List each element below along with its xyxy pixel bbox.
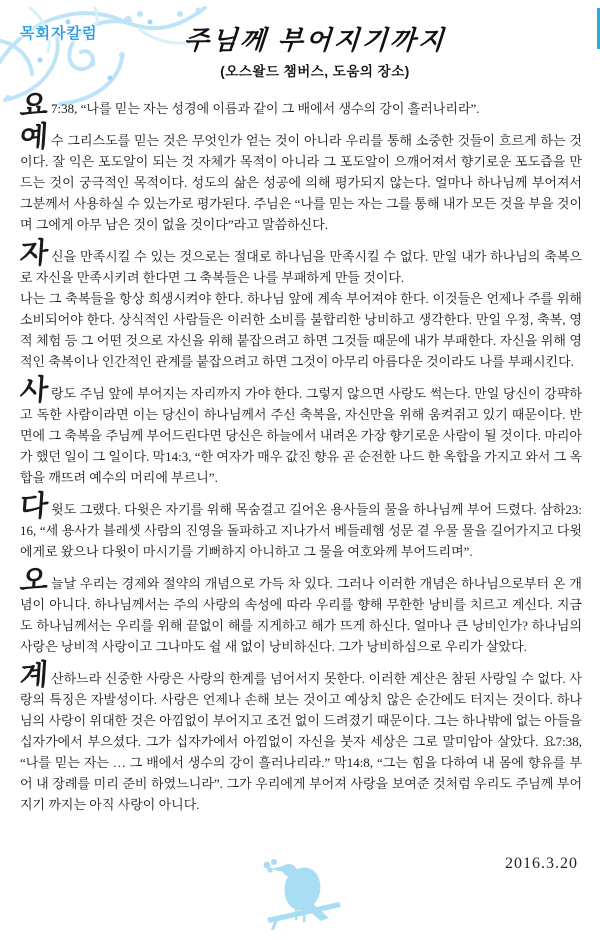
paragraph — [18, 490, 582, 562]
paragraph — [18, 564, 582, 657]
drop-cap: 사 — [18, 374, 50, 408]
issue-date: 2016.3.20 — [505, 855, 578, 872]
paragraph-text: 7:38, “나를 믿는 자는 성경에 이름과 같이 그 배에서 생수의 강이 흘러나리라”. — [51, 101, 480, 116]
bird-on-branch-icon — [255, 858, 350, 940]
paragraph — [18, 237, 582, 372]
page-title: 주님께 부어지기까지 — [182, 26, 448, 55]
drop-cap: 자 — [18, 237, 50, 271]
drop-cap: 예 — [18, 121, 50, 155]
paragraph — [18, 374, 582, 488]
drop-cap: 요 — [18, 89, 50, 123]
paragraph-text: 신을 만족시킬 수 있는 것으로는 절대로 하나님을 만족시킬 수 없다. 만일 내가 하나님의 축복으로 자신을 만족시키려 한다면 그 축복들은 나를 부패하게 만들 것이다. — [20, 249, 582, 285]
paragraph-text: 늘날 우리는 경제와 절약의 개념으로 가득 차 있다. 그러나 이러한 개념은 하나님으로부터 온 개념이 아니다. 하나님께서는 주의 사랑의 속성에 따라 우리를 향해 무한한 낭비를 치르고 계신다. 지금도 하나님께서는 우리를 위해 끝없이 해를 지게하고 해가 뜨게 하신다. 얼마나 큰 낭비인가? 하나님의 사랑은 낭비적 사랑이고 그나마도 쉴 새 없이 낭비하신다. 그가 낭비하심으로 우리가 살았다. — [20, 576, 582, 654]
paragraph — [18, 659, 582, 815]
paragraph-text: 수 그리스도를 믿는 것은 무엇인가 얻는 것이 아니라 우리를 통해 소중한 것들이 흐르게 하는 것이다. 잘 익은 포도알이 되는 것 자체가 목적이 아니라 그 포도알이 으깨어져서 향기로운 포도즙을 만드는 것이 궁극적인 목적이다. 성도의 삶은 성공에 의해 평가되지 않는다. 얼마나 하나님께 부어져서 그분께서 사용하실 수 있는가로 평가된다. 주님은 “나를 믿는 자는 그를 통해 내가 모든 것을 부을 것이며 그에게 아무 남은 것이 없을 것이다”라고 말씀하신다. — [20, 133, 582, 232]
column-label: 목회자칼럼 — [20, 25, 98, 42]
drop-cap: 다 — [18, 490, 50, 524]
page-subtitle: (오스왈드 챔버스, 도움의 장소) — [220, 64, 410, 79]
title-block — [150, 26, 480, 80]
paragraph-text: 산하느라 신중한 사랑은 사랑의 한계를 넘어서지 못한다. 이러한 계산은 참된 사랑일 수 없다. 사랑의 특징은 자발성이다. 사랑은 언제나 손해 보는 것이고 예상치 않은 순간에도 터지는 것이다. 하나님의 사랑이 위대한 것은 아낌없이 부어지고 조건 없이 드려졌기 때문이다. 그는 하나밖에 없는 아들을 십자가에서 부으셨다. 그가 십자가에서 아낌없이 자신을 붓자 세상은 그로 말미암아 살았다. 요7:38, “나를 믿는 자는 … 그 배에서 생수의 강이 흘러나리라.” 막14:8, “그는 힘을 다하여 내 몸에 향유를 부어 내 장례를 미리 준비 하였느니라”. 그가 우리에게 부어져 사랑을 보여준 것처럼 우리도 주님께 부어지기 까지는 아직 사랑이 아니다. — [20, 671, 582, 812]
paragraph-text: 나는 그 축복들을 항상 희생시켜야 한다. 하나님 앞에 계속 부어져야 한다. 이것들은 언제나 주를 위해 소비되어야 한다. 상식적인 사람들은 이러한 소비를 불합리한 낭비하고 생각한다. 만일 우정, 축복, 영적 체험 등 그 어떤 것으로 자신을 위해 붙잡으려고 하면 그것들 때문에 내가 부패한다. 자신을 위해 영적인 축복이나 인간적인 관계를 붙잡으려고 하면 그것이 아무리 아름다운 것이라도 나를 부패시킨다. — [20, 291, 582, 369]
paragraph-text: 윗도 그랬다. 다윗은 자기를 위해 목숨걸고 길어온 용사들의 물을 하나님께 부어 드렸다. 삼하23:16, “세 용사가 블레셋 사람의 진영을 돌파하고 지나가서 베들레헴 성문 곁 우물 물을 길어가지고 다윗에게로 왔으나 다윗이 마시기를 기뻐하지 아니하고 그 물을 여호와께 부어드리며”. — [20, 502, 582, 559]
drop-cap: 계 — [18, 659, 50, 693]
paragraph — [18, 121, 582, 235]
paragraph — [18, 89, 582, 123]
article-body — [18, 89, 582, 825]
drop-cap: 오 — [18, 564, 50, 598]
paragraph-text: 랑도 주님 앞에 부어지는 자리까지 가야 한다. 그렇지 않으면 사랑도 썩는다. 만일 당신이 강퍅하고 독한 사람이라면 이는 당신이 하나님께서 주신 축복을, 자신만을 위해 움켜쥐고 있기 때문이다. 반면에 그 축복을 주님께 부어드린다면 당신은 하늘에서 내려온 가장 향기로운 사람이 될 것이다. 마리아가 했던 일이 그 일이다. 막14:3, “한 여자가 매우 값진 향유 곧 순전한 나드 한 옥합을 가지고 와서 그 옥합을 깨뜨려 예수의 머리에 부르니”. — [20, 386, 582, 485]
